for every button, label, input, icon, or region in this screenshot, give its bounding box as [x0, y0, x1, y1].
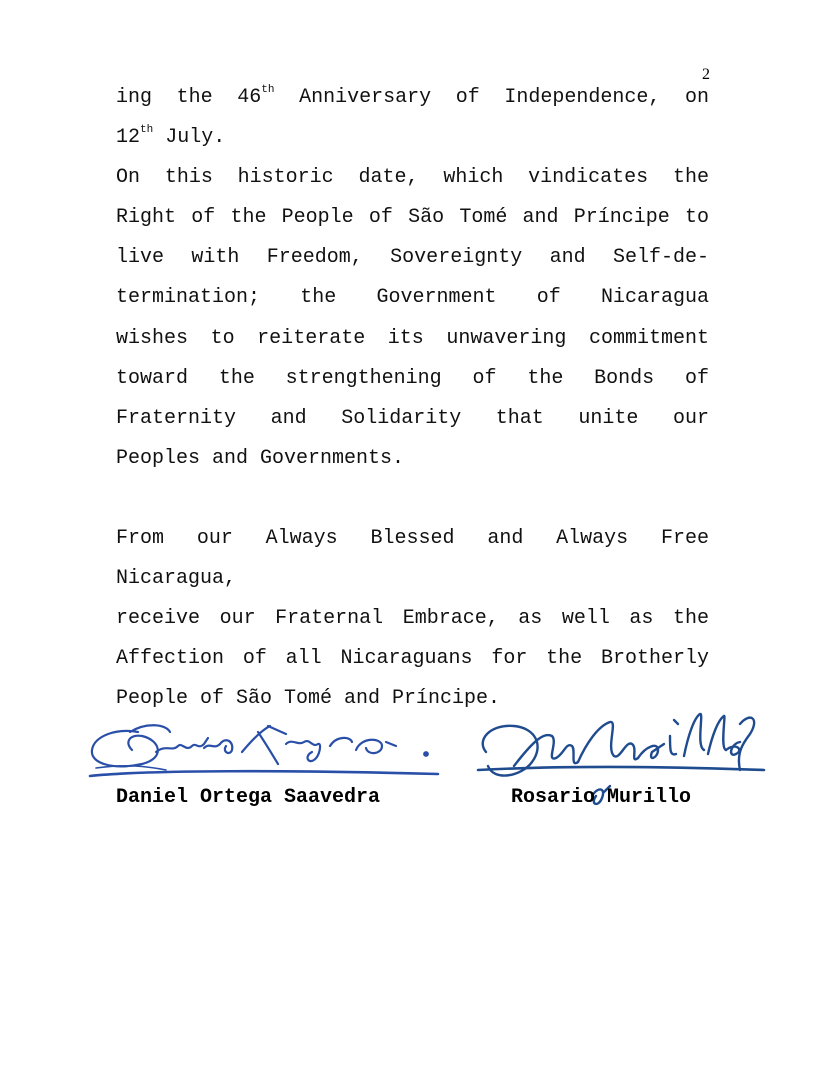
- text-line: wishes to reiterate its unwavering commitment: [116, 326, 709, 350]
- text-line: Affection of all Nicaraguans for the Brotherly: [116, 647, 709, 671]
- text-line: On this historic date, which vindicates the: [116, 166, 709, 190]
- paragraph-spacer: [116, 479, 709, 519]
- paragraph-anniversary: [116, 78, 709, 158]
- text-line: 12th July.: [116, 124, 226, 150]
- text-line: live with Freedom, Sovereignty and Self-de-: [116, 246, 709, 270]
- text-line: Fraternity and Solidarity that unite our: [116, 406, 709, 430]
- text-line: termination; the Government of Nicaragua: [116, 286, 709, 310]
- letter-body: [116, 78, 709, 719]
- signature-daniel-ortega: [86, 712, 441, 784]
- paragraph-closing: [116, 519, 709, 719]
- text-line: Right of the People of São Tomé and Príncipe to: [116, 206, 709, 230]
- signer-name-daniel-ortega: Daniel Ortega Saavedra: [116, 786, 381, 809]
- text-line: ing the 46th Anniversary of Independence, on: [116, 84, 709, 109]
- text-line: From our Always Blessed and Always Free Nicaragua,: [116, 526, 709, 591]
- signer-name-rosario-murillo: Rosario Murillo: [511, 786, 692, 809]
- paragraph-commitment: [116, 158, 709, 479]
- page-number: 2: [702, 66, 710, 83]
- text-line: People of São Tomé and Príncipe.: [116, 687, 501, 711]
- text-line: toward the strengthening of the Bonds of: [116, 366, 709, 390]
- text-line: receive our Fraternal Embrace, as well as the: [116, 607, 709, 631]
- text-line: Peoples and Governments.: [116, 446, 405, 470]
